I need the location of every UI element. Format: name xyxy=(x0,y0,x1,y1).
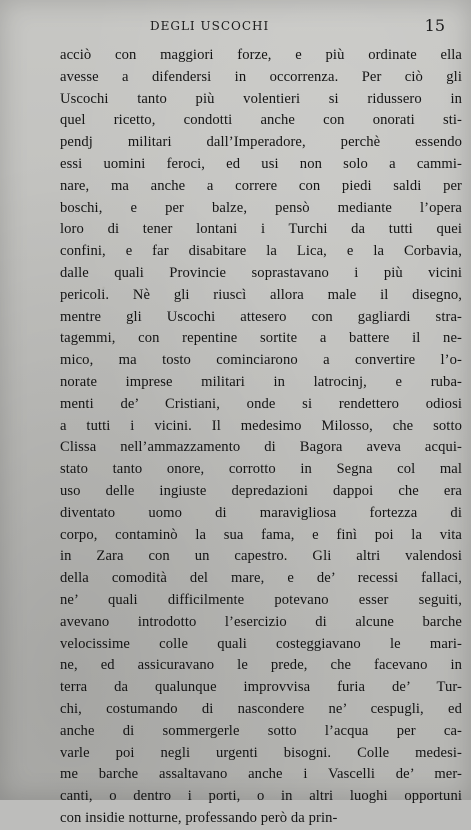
text-line: ne’ quali difficilmente potevano esser seguiti, xyxy=(60,591,462,608)
text-line: terra da qualunque improvvisa furia de’ Tur- xyxy=(60,679,462,696)
body-text xyxy=(60,45,462,830)
text-line: varle poi negli urgenti bisogni. Colle medesi- xyxy=(60,744,462,761)
text-line: essi uomini feroci, ed usi non solo a cammi- xyxy=(60,155,462,172)
text-line: quel ricetto, condotti anche con onorati sti- xyxy=(60,112,462,129)
text-line: acciò con maggiori forze, e più ordinate ella xyxy=(60,47,462,63)
text-line: diventato uomo di maravigliosa fortezza di xyxy=(60,504,462,521)
running-head: DEGLI USCOCHI xyxy=(150,19,270,33)
text-line: mentre gli Uscochi attesero con gagliardi stra- xyxy=(60,308,462,325)
text-line: uso delle ingiuste depredazioni dappoi che era xyxy=(60,482,462,499)
text-line: norate imprese militari in latrocinj, e ruba- xyxy=(60,373,462,390)
text-line: pericoli. Nè gli riuscì allora male il disegno, xyxy=(60,286,462,303)
page-number: 15 xyxy=(424,16,445,35)
text-line: pendj militari dall’Imperadore, perchè essendo xyxy=(60,134,462,151)
text-line: loro di tener lontani i Turchi da tutti quei xyxy=(60,221,462,238)
text-line: me barche assaltavano anche i Vascelli de’ mer- xyxy=(60,766,462,783)
text-line: ne, ed assicuravano le prede, che facevano in xyxy=(60,657,462,674)
text-line: avesse a difendersi in occorrenza. Per ciò gli xyxy=(60,68,462,85)
text-line: canti, o dentro i porti, o in altri luoghi opportuni xyxy=(60,788,462,805)
text-line: confini, e far disabitare la Lica, e la Corbavia, xyxy=(60,243,462,260)
text-line: con insidie notturne, professando però da prin- xyxy=(60,809,338,826)
text-line: a tutti i vicini. Il medesimo Milosso, che sotto xyxy=(60,417,462,434)
text-line: tagemmi, con repentine sortite a battere il ne- xyxy=(60,330,462,347)
text-line: mico, ma tosto cominciarono a convertire l’o- xyxy=(60,352,462,369)
text-line: nare, ma anche a correre con piedi saldi per xyxy=(60,177,462,194)
text-line: boschi, e per balze, pensò mediante l’opera xyxy=(60,199,462,216)
text-line: Uscochi tanto più volentieri si ridussero in xyxy=(60,90,462,107)
text-line: menti de’ Cristiani, onde si rendettero odiosi xyxy=(60,395,462,412)
text-line: della comodità del mare, e de’ recessi fallaci, xyxy=(60,570,462,587)
text-line: in Zara con un capestro. Gli altri valendosi xyxy=(60,548,462,565)
text-line: avevano introdotto l’esercizio di alcune barche xyxy=(60,613,462,630)
text-line: anche di sommergerle sotto l’acqua per ca- xyxy=(60,722,462,739)
text-line: stato tanto onore, corrotto in Segna col mal xyxy=(60,461,462,478)
text-line: corpo, contaminò la sua fama, e finì poi la vita xyxy=(60,526,462,543)
text-line: chi, costumando di nascondere ne’ cespugli, ed xyxy=(60,700,462,717)
text-line: dalle quali Provincie soprastavano i più vicini xyxy=(60,264,462,281)
text-line: Clissa nell’ammazzamento di Bagora aveva acqui- xyxy=(60,439,462,456)
text-line: velocissime colle quali costeggiavano le mari- xyxy=(60,635,462,652)
